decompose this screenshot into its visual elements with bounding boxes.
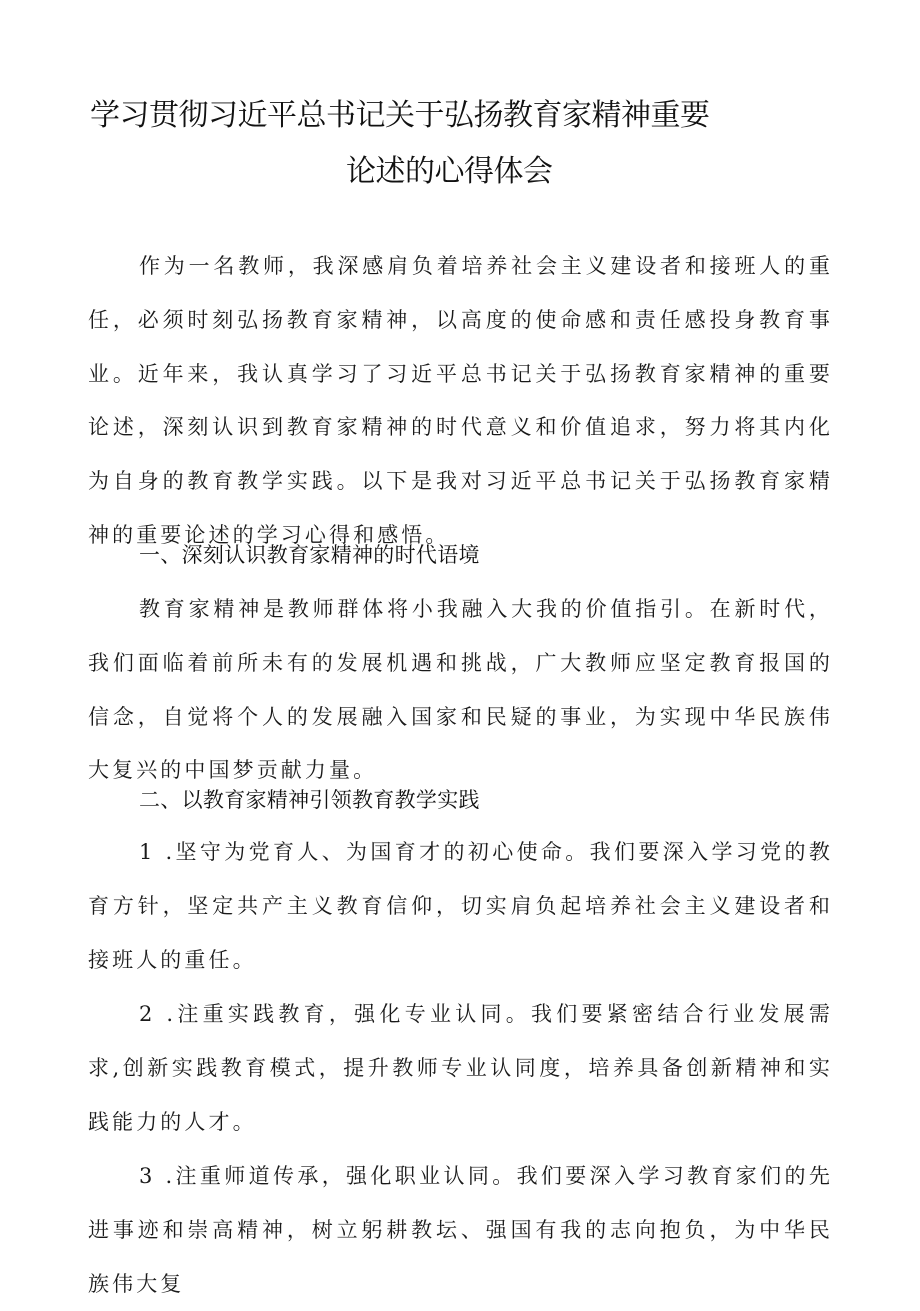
section-1-paragraph: 教育家精神是教师群体将小我融入大我的价值指引。在新时代，我们面临着前所未有的发展机遇和挑战，广大教师应坚定教育报国的信念，自觉将个人的发展融入国家和民疑的事业，为实现中华民族伟大复兴的中国梦贡献力量。 [88,597,833,783]
intro-paragraph: 作为一名教师，我深感肩负着培养社会主义建设者和接班人的重任，必须时刻弘扬教育家精神，以高度的使命感和责任感投身教育事业。近年来，我认真学习了习近平总书记关于弘扬教育家精神的重要论述，深刻认识到教育家精神的时代意义和价值追求，努力将其内化为自身的教育教学实践。以下是我对习近平总书记关于弘扬教育家精神的重要论述的学习心得和感悟。 [88,254,833,547]
section-2-heading: 二、以教育家精神引领教育教学实践 [139,788,480,812]
section-2-item-2: 2 .注重实践教育，强化专业认同。我们要紧密结合行业发展需求,创新实践教育模式，提升教师专业认同度，培养具备创新精神和实践能力的人才。 [88,1002,833,1134]
document-title-line-2: 论述的心得体会 [346,154,553,189]
document-title-line-1: 学习贯彻习近平总书记关于弘扬教育家精神重要 [90,98,710,133]
section-2-item-3: 3 .注重师道传承，强化职业认同。我们要深入学习教育家们的先进事迹和崇高精神，树立躬耕教坛、强国有我的志向抱负，为中华民族伟大复 [88,1164,833,1296]
section-1-heading: 一、深刻认识教育家精神的时代语境 [139,543,480,567]
section-2-item-1: 1 .坚守为党育人、为国育才的初心使命。我们要深入学习党的教育方针，坚定共产主义教育信仰，切实肩负起培养社会主义建设者和接班人的重任。 [88,840,833,972]
